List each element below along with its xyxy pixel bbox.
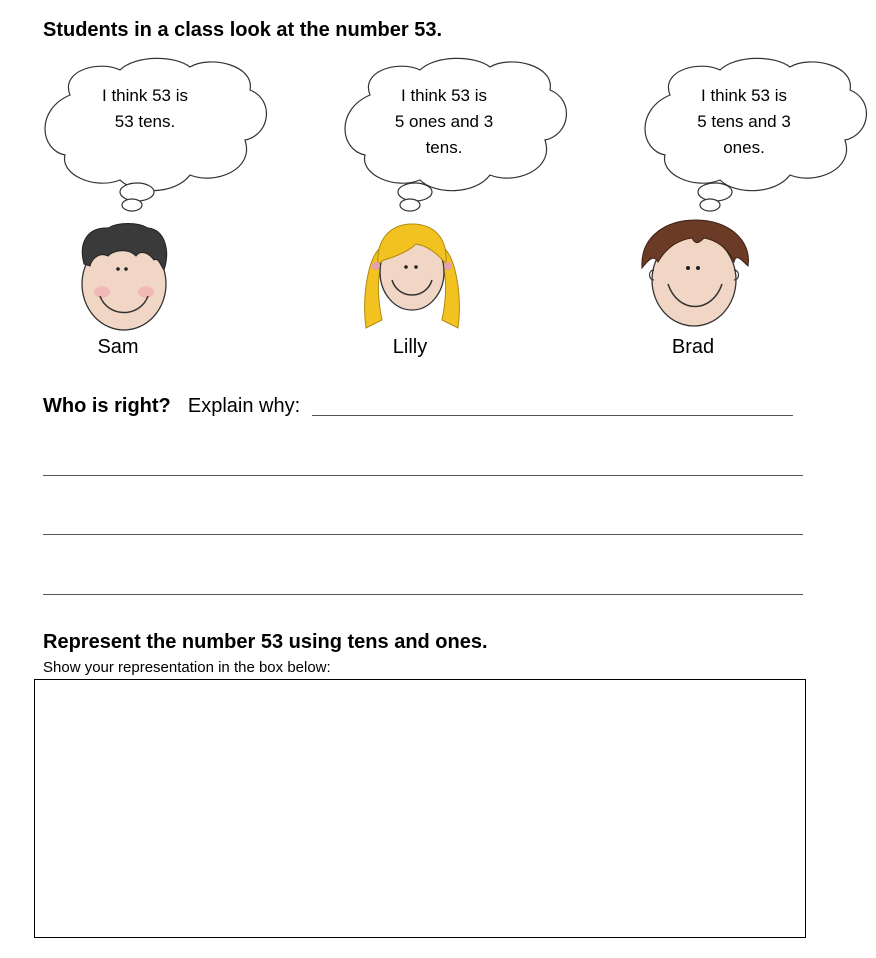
answer-line-1[interactable]	[312, 415, 793, 416]
sam-face-icon	[78, 222, 170, 334]
student-name-lilly: Lilly	[392, 336, 428, 358]
student-name-brad: Brad	[671, 336, 715, 358]
page-title: Students in a class look at the number 53.	[43, 19, 442, 41]
answer-line-3[interactable]	[43, 534, 803, 535]
lilly-face-icon	[362, 220, 462, 335]
thought-text-sam: I think 53 is 53 tens.	[102, 86, 188, 131]
represent-instruction: Show your representation in the box below:	[43, 659, 331, 676]
thought-bubble-sam	[40, 55, 270, 215]
representation-box[interactable]	[34, 679, 806, 938]
brad-face-icon	[640, 218, 752, 330]
student-name-sam: Sam	[97, 336, 139, 358]
thought-text-brad: I think 53 is 5 tens and 3 ones.	[697, 86, 791, 157]
question-prompt	[43, 395, 300, 418]
answer-line-4[interactable]	[43, 594, 803, 595]
answer-line-2[interactable]	[43, 475, 803, 476]
question-regular: Explain why:	[187, 395, 301, 417]
question-bold: Who is right?	[43, 395, 171, 417]
thought-text-lilly: I think 53 is 5 ones and 3 tens.	[394, 86, 494, 157]
represent-heading: Represent the number 53 using tens and ones.	[43, 631, 488, 653]
